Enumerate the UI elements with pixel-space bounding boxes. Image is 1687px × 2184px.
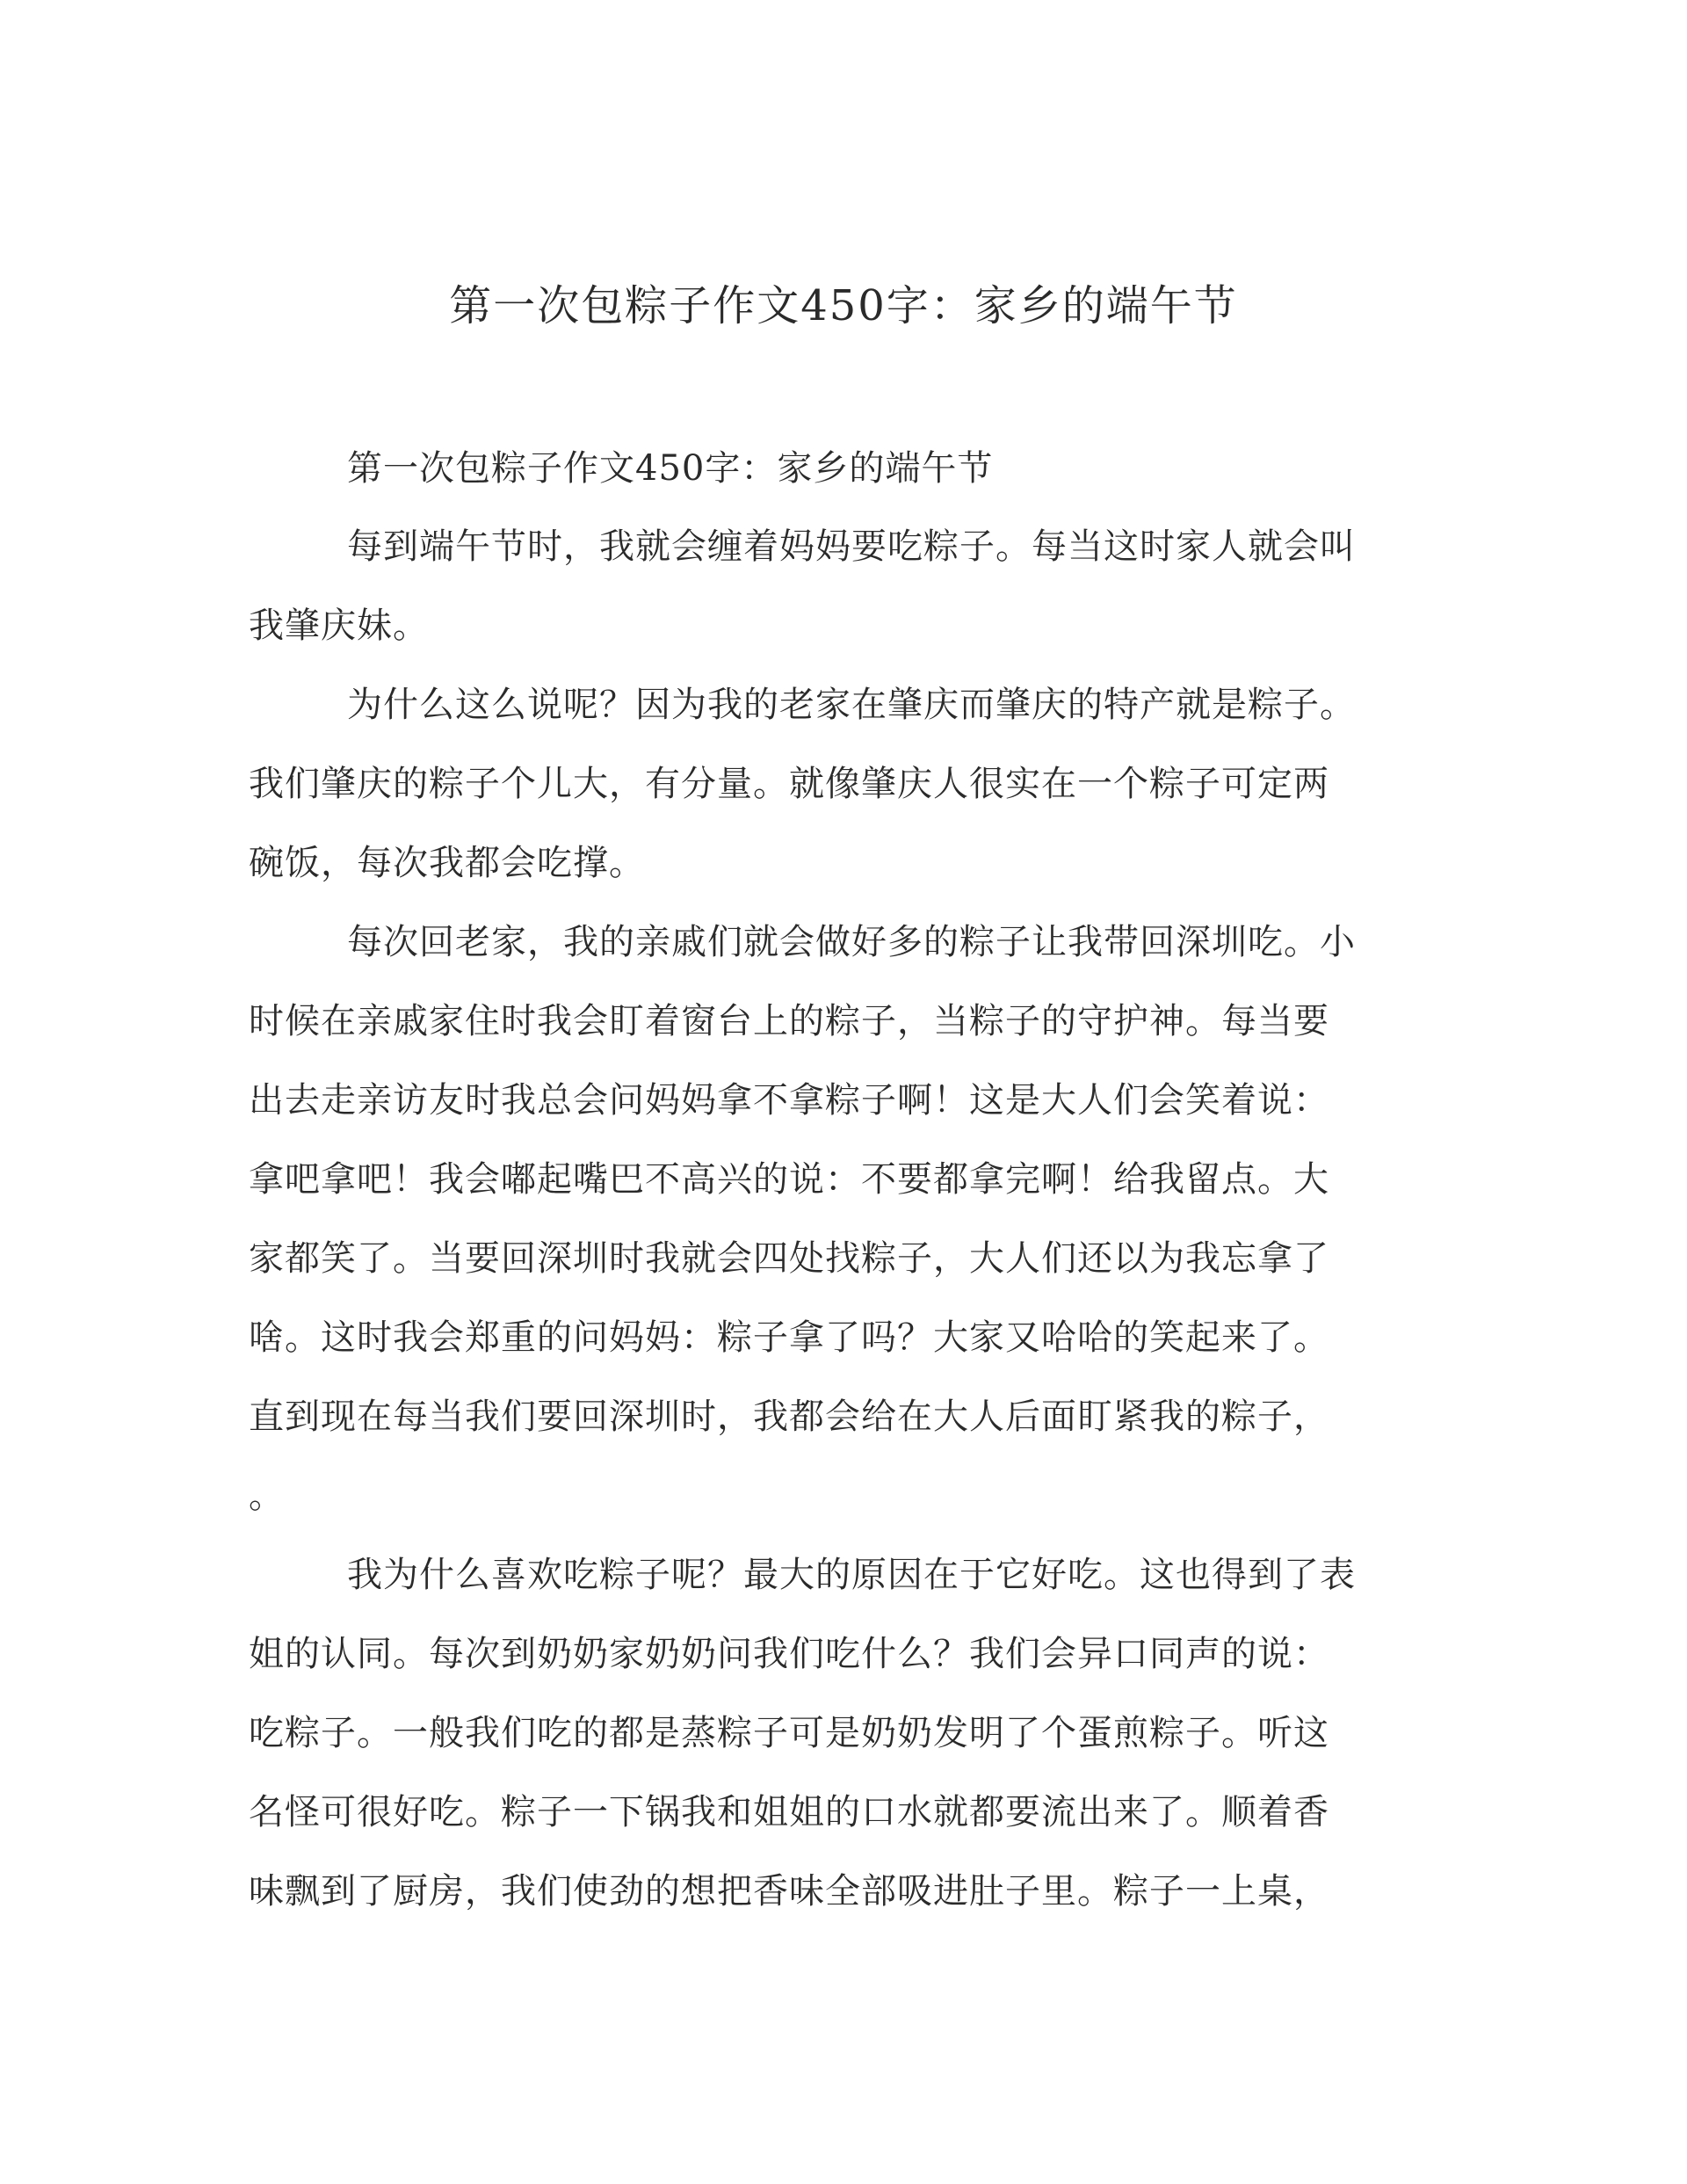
paragraph-line: 时候在亲戚家住时我会盯着窗台上的粽子，当粽子的守护神。每当要 <box>249 1001 1329 1041</box>
paragraph-line: 出去走亲访友时我总会问妈妈拿不拿粽子啊！这是大人们会笑着说： <box>249 1080 1329 1121</box>
paragraph-line: 拿吧拿吧！我会嘟起嘴巴不高兴的说：不要都拿完啊！给我留点。大 <box>249 1159 1329 1200</box>
paragraph-line: 每次回老家，我的亲戚们就会做好多的粽子让我带回深圳吃。小 <box>347 922 1356 962</box>
paragraph-line: 碗饭，每次我都会吃撑。 <box>249 843 645 883</box>
paragraph-line: 每到端午节时，我就会缠着妈妈要吃粽子。每当这时家人就会叫 <box>347 526 1356 567</box>
paragraph-line: 名怪可很好吃。粽子一下锅我和姐姐的口水就都要流出来了。顺着香 <box>249 1792 1329 1832</box>
document-title: 第一次包粽子作文450字：家乡的端午节 <box>449 281 1238 330</box>
paragraph-line: 为什么这么说呢？因为我的老家在肇庆而肇庆的特产就是粽子。 <box>347 685 1356 725</box>
subtitle-line: 第一次包粽子作文450字：家乡的端午节 <box>347 448 994 489</box>
paragraph-line: 啥。这时我会郑重的问妈妈：粽子拿了吗？大家又哈哈的笑起来了。 <box>249 1317 1329 1358</box>
paragraph-line: 味飘到了厨房，我们使劲的想把香味全部吸进肚子里。粽子一上桌， <box>249 1871 1329 1912</box>
paragraph-line: 直到现在每当我们要回深圳时，我都会给在大人后面盯紧我的粽子， <box>249 1397 1329 1437</box>
paragraph-line: 家都笑了。当要回深圳时我就会四处找粽子，大人们还以为我忘拿了 <box>249 1238 1329 1279</box>
paragraph-line: 吃粽子。一般我们吃的都是蒸粽子可是奶奶发明了个蛋煎粽子。听这 <box>249 1713 1329 1753</box>
paragraph-line: 。 <box>249 1476 285 1516</box>
paragraph-line: 我为什么喜欢吃粽子呢？最大的原因在于它好吃。这也得到了表 <box>347 1555 1356 1595</box>
paragraph-line: 我肇庆妹。 <box>249 606 429 646</box>
paragraph-line: 我们肇庆的粽子个儿大，有分量。就像肇庆人很实在一个粽子可定两 <box>249 764 1329 804</box>
paragraph-line: 姐的认同。每次到奶奶家奶奶问我们吃什么？我们会异口同声的说： <box>249 1634 1329 1674</box>
